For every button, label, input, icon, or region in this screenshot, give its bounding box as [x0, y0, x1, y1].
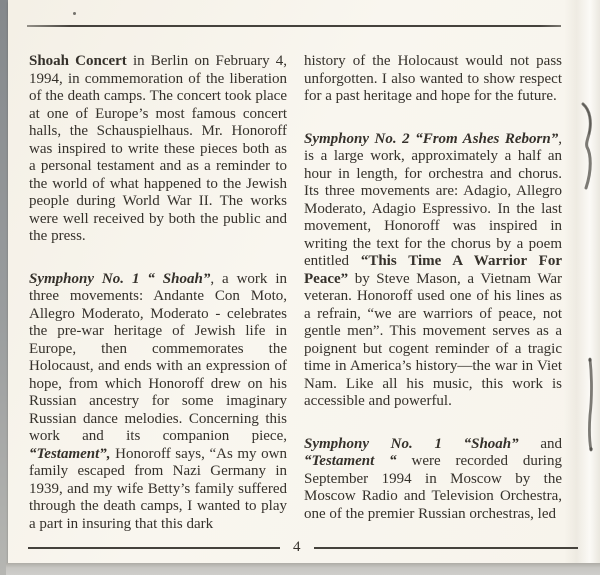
- left-column: [29, 53, 287, 533]
- scan-edge-bottom: [6, 563, 600, 575]
- text-segment: Honoroff says, “As my own family escaped from Nazi Germany in 1939, and my wife Betty’s family suffered through the death camps, I wanted to play a part in insuring that this dark: [29, 445, 287, 532]
- text-segment: Shoah Concert: [29, 53, 127, 69]
- paragraph: [304, 53, 562, 106]
- page-fold-edge: [564, 0, 600, 563]
- text-segment: “This Time A Warrior For Peace”: [304, 253, 562, 287]
- text-segment: and: [518, 435, 562, 452]
- paragraph: [304, 436, 562, 524]
- booklet-page: [8, 0, 600, 563]
- print-speck: [73, 12, 76, 15]
- paragraph: [304, 131, 562, 411]
- text-segment: Symphony No. 2 “From Ashes Reborn”: [304, 130, 559, 147]
- paragraph: [29, 271, 287, 534]
- staple-top: [576, 100, 598, 196]
- text-segment: in Berlin on February 4, 1994, in commemoration of the liberation of the death camps. The concert took place at one of Europe’s most famous concert halls, the Schauspielhaus. Mr. Honoroff was inspired to write these pieces both as a personal testament and as a reminder to the world of what happened to the Jewish people during World War II. The works were well received by both the public and the press.: [29, 53, 288, 244]
- right-column: [304, 53, 562, 533]
- staple-bottom: [580, 355, 600, 455]
- scan-edge-left: [0, 0, 8, 575]
- page-footer: [28, 540, 578, 556]
- text-segment: Symphony No. 1 “Shoah”: [304, 435, 519, 452]
- text-columns: [29, 53, 563, 533]
- footer-rule-right: [314, 547, 579, 549]
- paragraph: [29, 53, 287, 246]
- text-segment: by Steve Mason, a Vietnam War veteran. Honoroff used one of his lines as a refrain, “we are warriors of peace, not gentle men”. This movement serves as a poignent but cogent reminder of a tragic time in America’s history—the war in Viet Nam. Like all his music, this work is accessible and powerful.: [304, 270, 562, 409]
- text-segment: “Testament “: [304, 453, 397, 469]
- top-border-rule: [27, 25, 561, 27]
- text-segment: “Testament”,: [29, 445, 111, 462]
- page-number: 4: [293, 538, 301, 555]
- footer-rule-left: [28, 547, 280, 549]
- text-segment: , is a large work, approximately a half an hour in length, for orchestra and chorus. Its three movements are: Adagio, Allegro Moderato, Adagio Espressivo. In the last movement, Honoroff was inspired in writing the text for the chorus by a poem entitled: [304, 130, 562, 269]
- text-segment: , a work in three movements: Andante Con Moto, Allegro Moderato, Moderato - celebrates the pre-war heritage of Jewish life in Europe, then commemorates the Holocaust, and ends with an expression of hope, from which Honoroff drew on his Russian ancestry for some imaginary Russian dance melodies. Concerning this work and its companion piece,: [29, 270, 288, 444]
- text-segment: Symphony No. 1 “ Shoah”: [29, 270, 211, 287]
- text-segment: were recorded during September 1994 in Moscow by the Moscow Radio and Television Orchestra, one of the premier Russian orchestras, led: [304, 453, 562, 522]
- text-segment: history of the Holocaust would not pass unforgotten. I also wanted to show respect for a past heritage and hope for the future.: [304, 53, 562, 104]
